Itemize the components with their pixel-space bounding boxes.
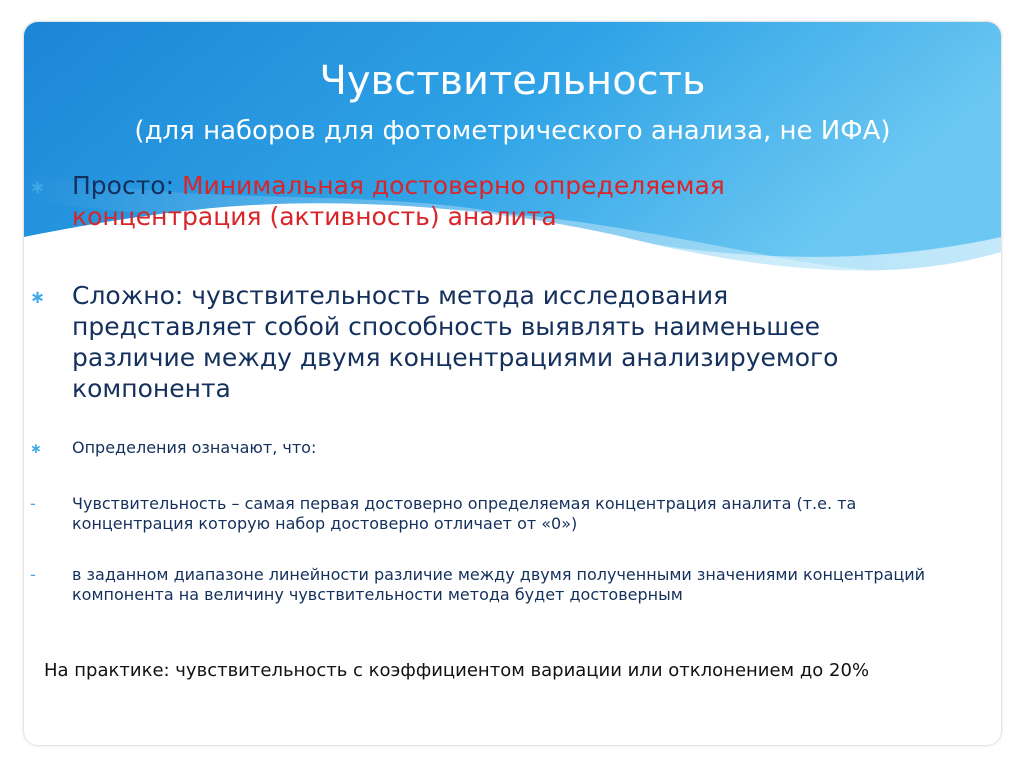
bullet-mark: ∗ xyxy=(30,287,46,308)
dash-item-sensitivity xyxy=(30,494,952,534)
dash-item-linearity xyxy=(30,565,952,605)
bullet-mark: ∗ xyxy=(30,441,42,457)
practice-note: На практике: чувствительность с коэффициентом вариации или отклонением до 20% xyxy=(44,660,870,681)
bullet-text: Определения означают, что: xyxy=(72,438,317,457)
slide-title: Чувствительность xyxy=(319,58,706,104)
bullet-simple-definition xyxy=(30,170,852,232)
bullet-text: в заданном диапазоне линейности различие между двумя полученными значениями концентраций компонента на величину чувствительности метода будет достоверным xyxy=(72,565,926,604)
bullet-prefix: Просто: xyxy=(72,171,182,200)
bullet-mark: ∗ xyxy=(30,177,46,198)
slide xyxy=(24,22,1001,745)
highlighted-definition: Минимальная достоверно определяемая концентрация (активность) аналита xyxy=(72,171,725,231)
bullet-text: Сложно: чувствительность метода исследования представляет собой способность выявлять наименьшее различие между двумя концентрациями анализируемого компонента xyxy=(72,281,839,403)
dash-mark: - xyxy=(30,494,36,513)
slide-subtitle: (для наборов для фотометрического анализа, не ИФА) xyxy=(134,116,891,146)
bullet-text: Чувствительность – самая первая достоверно определяемая концентрация аналита (т.е. та концентрация которую набор достоверно отличает от «0») xyxy=(72,494,857,533)
bullet-definitions-mean xyxy=(30,438,932,458)
bullet-complex-definition xyxy=(30,280,912,404)
dash-mark: - xyxy=(30,565,36,584)
